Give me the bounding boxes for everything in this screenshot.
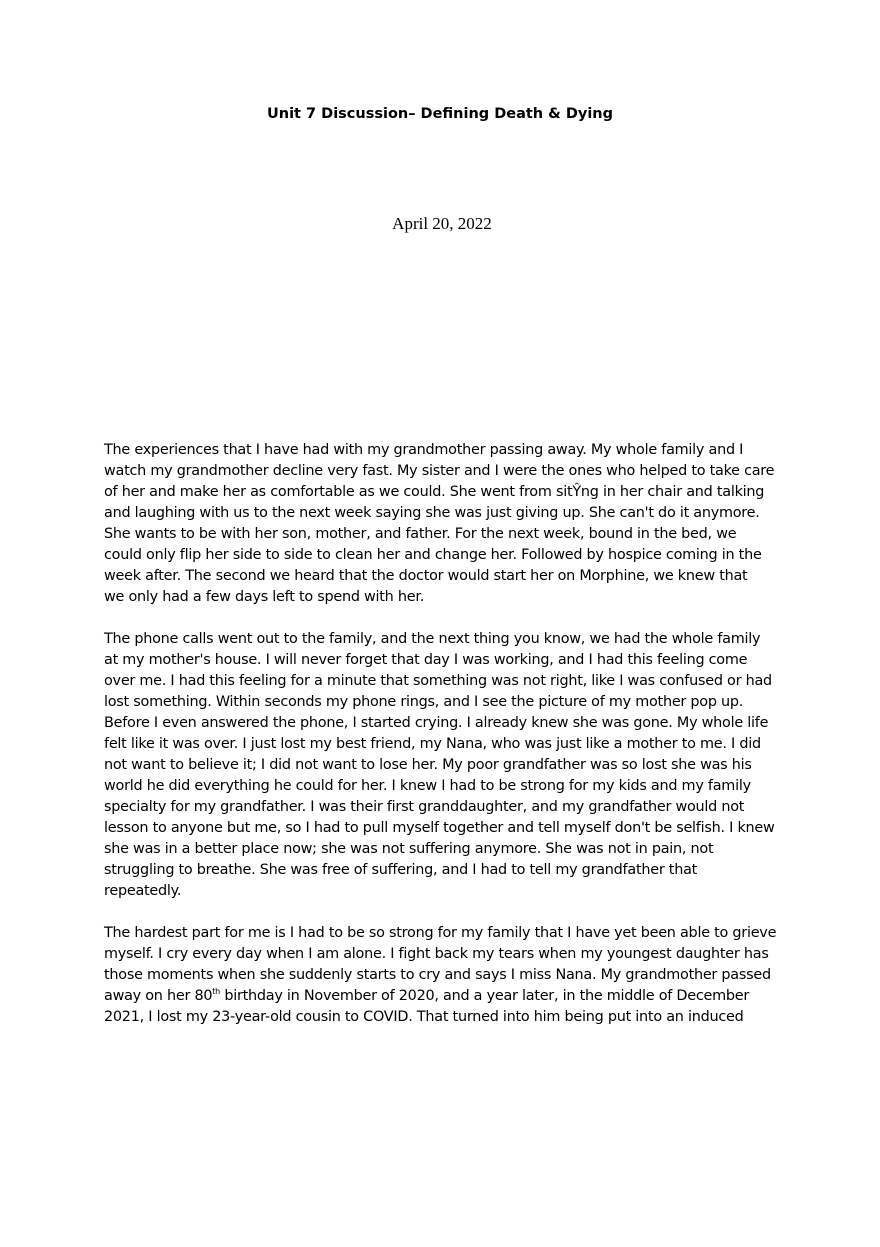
text-line: felt like it was over. I just lost my best friend, my Nana, who was just like a mother to me. I did: [104, 736, 761, 752]
text-line: The phone calls went out to the family, and the next thing you know, we had the whole family: [104, 631, 761, 647]
text-line: not want to believe it; I did not want to lose her. My poor grandfather was so lost she was his: [104, 757, 752, 773]
text-line: at my mother's house. I will never forget that day I was working, and I had this feeling come: [104, 652, 748, 668]
text-line: week after. The second we heard that the doctor would start her on Morphine, we knew that: [104, 568, 748, 584]
ordinal-suffix: th: [212, 987, 220, 996]
text-line: [104, 986, 784, 1007]
text-line: over me. I had this feeling for a minute that something was not right, like I was confused or had: [104, 673, 772, 689]
text-line: myself. I cry every day when I am alone. I fight back my tears when my youngest daughter has: [104, 946, 769, 962]
document-body: [104, 440, 784, 1049]
text-line: 2021, I lost my 23-year-old cousin to COVID. That turned into him being put into an induced: [104, 1009, 744, 1025]
text-line: She wants to be with her son, mother, and father. For the next week, bound in the bed, we: [104, 526, 737, 542]
text-line: The experiences that I have had with my grandmother passing away. My whole family and I: [104, 442, 744, 458]
text-line: Before I even answered the phone, I started crying. I already knew she was gone. My whole life: [104, 715, 769, 731]
text-line: repeatedly.: [104, 883, 182, 899]
text-line: could only flip her side to side to clean her and change her. Followed by hospice coming in the: [104, 547, 762, 563]
text-line: those moments when she suddenly starts to cry and says I miss Nana. My grandmother passed: [104, 967, 771, 983]
text-line: specialty for my grandfather. I was their first granddaughter, and my grandfather would not: [104, 799, 745, 815]
text-line: The hardest part for me is I had to be so strong for my family that I have yet been able to grieve: [104, 925, 777, 941]
text-segment: away on her 80: [104, 988, 213, 1004]
text-segment: birthday in November of 2020, and a year later, in the middle of December: [220, 988, 750, 1004]
text-line: lesson to anyone but me, so I had to pull myself together and tell myself don't be selfish. I knew: [104, 820, 775, 836]
text-line: of her and make her as comfortable as we could. She went from sitŶng in her chair and talking: [104, 484, 765, 500]
text-line: world he did everything he could for her. I knew I had to be strong for my kids and my family: [104, 778, 751, 794]
paragraph-2: [104, 629, 784, 902]
text-line: she was in a better place now; she was not suffering anymore. She was not in pain, not: [104, 841, 714, 857]
text-line: struggling to breathe. She was free of suffering, and I had to tell my grandfather that: [104, 862, 698, 878]
text-line: lost something. Within seconds my phone rings, and I see the picture of my mother pop up.: [104, 694, 744, 710]
document-title: Unit 7 Discussion– Deﬁning Death & Dying: [266, 106, 614, 122]
paragraph-1: [104, 440, 784, 608]
text-line: watch my grandmother decline very fast. My sister and I were the ones who helped to take care: [104, 463, 775, 479]
text-line: we only had a few days left to spend with her.: [104, 589, 425, 605]
document-date: April 20, 2022: [392, 214, 492, 233]
paragraph-3: [104, 923, 784, 1028]
text-line: and laughing with us to the next week saying she was just giving up. She can't do it anymore.: [104, 505, 760, 521]
